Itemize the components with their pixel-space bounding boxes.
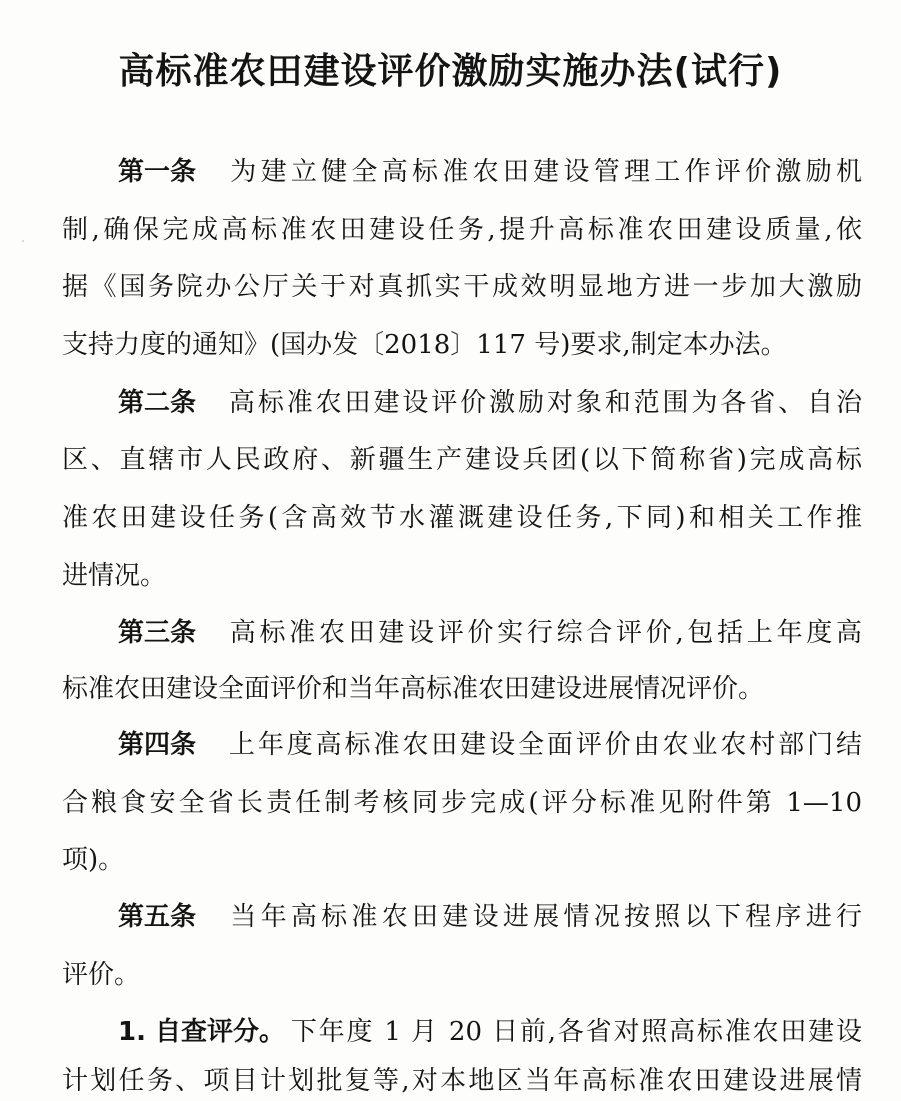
article-3-line-1 <box>118 613 862 653</box>
article-1-line-1 <box>118 152 862 192</box>
article-1-line-2: 制,确保完成高标准农田建设任务,提升高标准农田建设质量,依 <box>62 215 862 245</box>
article-4-text: 上年度高标准农田建设全面评价由农业农村部门结 <box>226 730 862 760</box>
document-title: 高标准农田建设评价激励实施办法(试行) <box>118 51 783 92</box>
article-2-heading: 第二条 <box>118 388 197 418</box>
article-5-line-2: 评价。 <box>62 960 141 990</box>
article-5-heading: 第五条 <box>118 902 197 932</box>
article-5-line-1 <box>118 897 862 937</box>
article-4-line-1 <box>118 725 862 765</box>
article-1-heading: 第一条 <box>118 157 197 187</box>
item-1-heading: 1. 自查评分。 <box>118 1017 286 1047</box>
item-1-line-2: 计划任务、项目计划批复等,对本地区当年高标准农田建设进展情 <box>62 1066 862 1096</box>
article-2-line-3: 准农田建设任务(含高效节水灌溉建设任务,下同)和相关工作推 <box>62 503 862 533</box>
article-2-line-4: 进情况。 <box>62 561 167 591</box>
item-1-text: 下年度 1 月 20 日前,各省对照高标准农田建设 <box>289 1017 862 1047</box>
article-4-line-2: 合粮食安全省长责任制考核同步完成(评分标准见附件第 1—10 <box>62 788 862 818</box>
article-2-line-2: 区、直辖市人民政府、新疆生产建设兵团(以下简称省)完成高标 <box>62 445 862 475</box>
article-3-line-2: 标准农田建设全面评价和当年高标准农田建设进展情况评价。 <box>62 674 765 704</box>
article-2-line-1 <box>118 383 862 423</box>
article-3-text: 高标准农田建设评价实行综合评价,包括上年度高 <box>226 618 862 648</box>
article-3-heading: 第三条 <box>118 618 197 648</box>
article-4-line-3: 项)。 <box>62 845 125 875</box>
article-1-line-3: 据《国务院办公厅关于对真抓实干成效明显地方进一步加大激励 <box>62 272 862 302</box>
margin-mark <box>22 240 24 242</box>
item-1-line-1 <box>118 1012 862 1052</box>
article-4-heading: 第四条 <box>118 730 197 760</box>
article-1-text: 为建立健全高标准农田建设管理工作评价激励机 <box>226 157 862 187</box>
article-2-text: 高标准农田建设评价激励对象和范围为各省、自治 <box>226 388 862 418</box>
article-1-line-4: 支持力度的通知》(国办发〔2018〕117 号)要求,制定本办法。 <box>62 330 787 360</box>
article-5-text: 当年高标准农田建设进展情况按照以下程序进行 <box>226 902 862 932</box>
